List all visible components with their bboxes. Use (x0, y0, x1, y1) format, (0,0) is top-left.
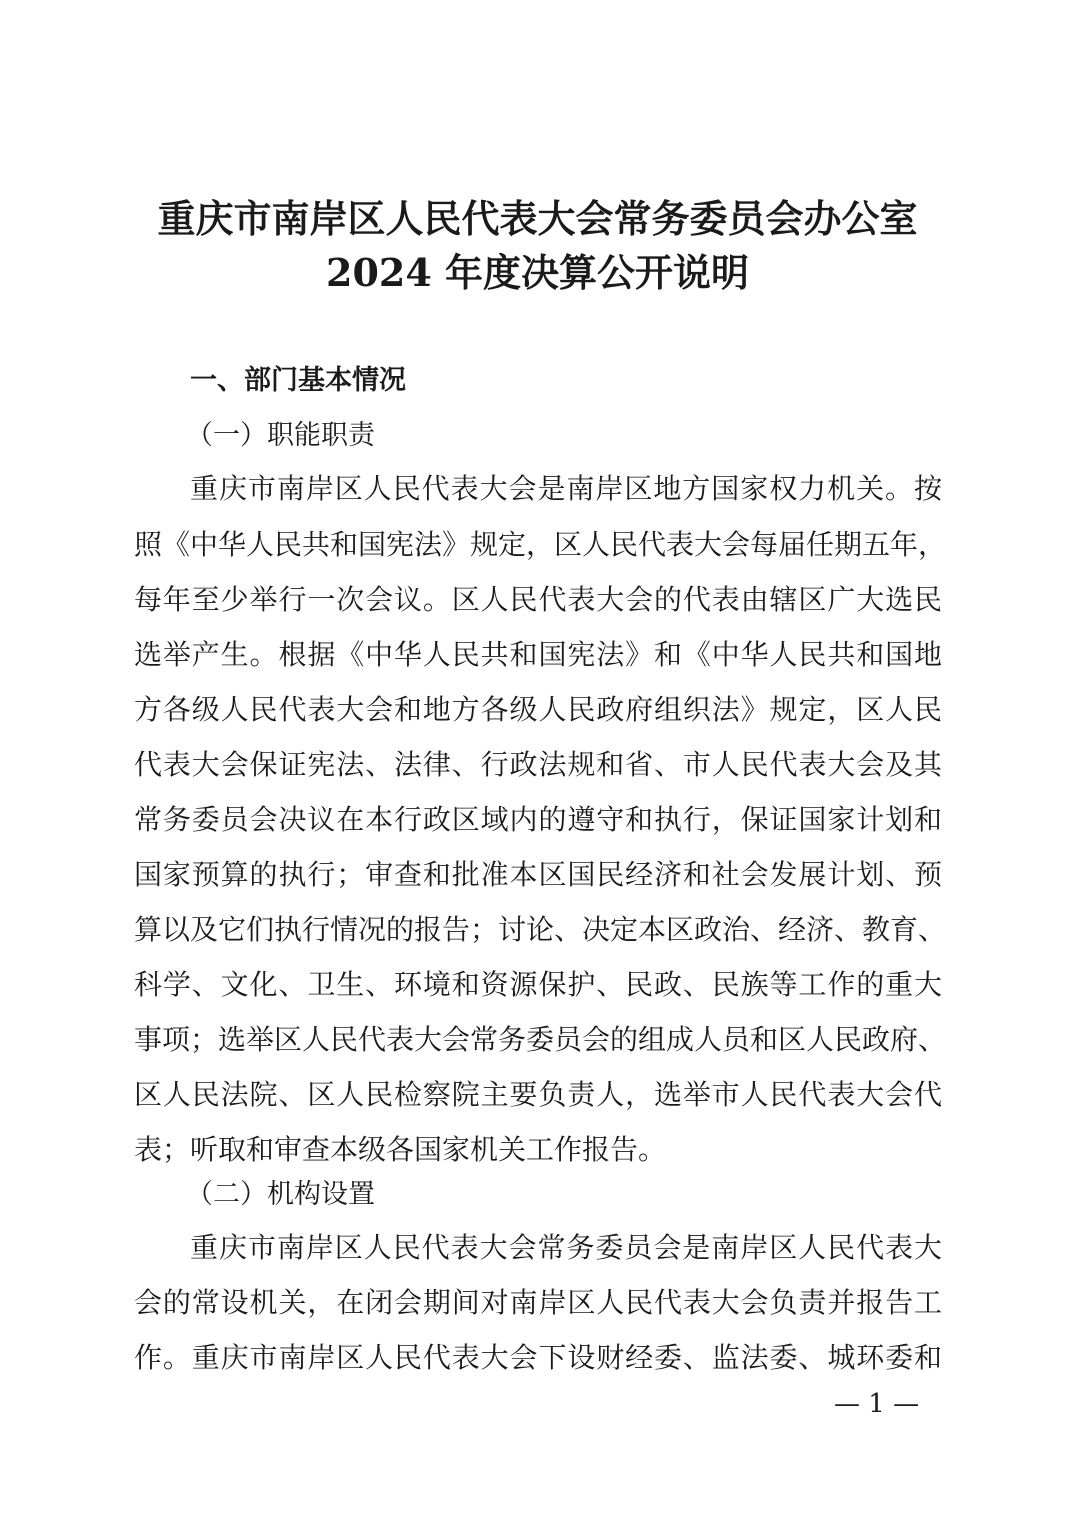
paragraph-line: 重庆市南岸区人民代表大会常务委员会是南岸区人民代表大 (190, 1231, 942, 1264)
subsection-heading-functions: （一）职能职责 (186, 420, 375, 451)
paragraph-line: 国家预算的执行；审查和批准本区国民经济和社会发展计划、预 (134, 858, 942, 891)
page-number: — 1 — (834, 1389, 920, 1419)
paragraph-line: 事项；选举区人民代表大会常务委员会的组成人员和区人民政府、 (134, 1023, 947, 1056)
paragraph-line: 作。重庆市南岸区人民代表大会下设财经委、监法委、城环委和 (134, 1341, 942, 1374)
paragraph-line: 区人民法院、区人民检察院主要负责人，选举市人民代表大会代 (134, 1078, 942, 1111)
paragraph-line: 常务委员会决议在本行政区域内的遵守和执行，保证国家计划和 (134, 803, 942, 836)
document-title-line-2: 2024 年度决算公开说明 (326, 250, 749, 295)
document-title-line-1: 重庆市南岸区人民代表大会常务委员会办公室 (157, 196, 918, 241)
paragraph-line: 重庆市南岸区人民代表大会是南岸区地方国家权力机关。按 (190, 472, 942, 505)
paragraph-line: 会的常设机关，在闭会期间对南岸区人民代表大会负责并报告工 (134, 1286, 942, 1319)
paragraph-line: 表；听取和审查本级各国家机关工作报告。 (134, 1133, 667, 1166)
paragraph-line: 方各级人民代表大会和地方各级人民政府组织法》规定，区人民 (134, 693, 942, 726)
section-heading-basic-info: 一、部门基本情况 (190, 365, 406, 396)
paragraph-line: 代表大会保证宪法、法律、行政法规和省、市人民代表大会及其 (134, 748, 942, 781)
paragraph-line: 选举产生。根据《中华人民共和国宪法》和《中华人民共和国地 (134, 638, 942, 671)
paragraph-line: 每年至少举行一次会议。区人民代表大会的代表由辖区广大选民 (134, 583, 942, 616)
paragraph-line: 照《中华人民共和国宪法》规定，区人民代表大会每届任期五年， (134, 528, 947, 561)
subsection-heading-organization: （二）机构设置 (186, 1179, 375, 1210)
paragraph-line: 科学、文化、卫生、环境和资源保护、民政、民族等工作的重大 (134, 968, 942, 1001)
paragraph-line: 算以及它们执行情况的报告；讨论、决定本区政治、经济、教育、 (134, 913, 947, 946)
